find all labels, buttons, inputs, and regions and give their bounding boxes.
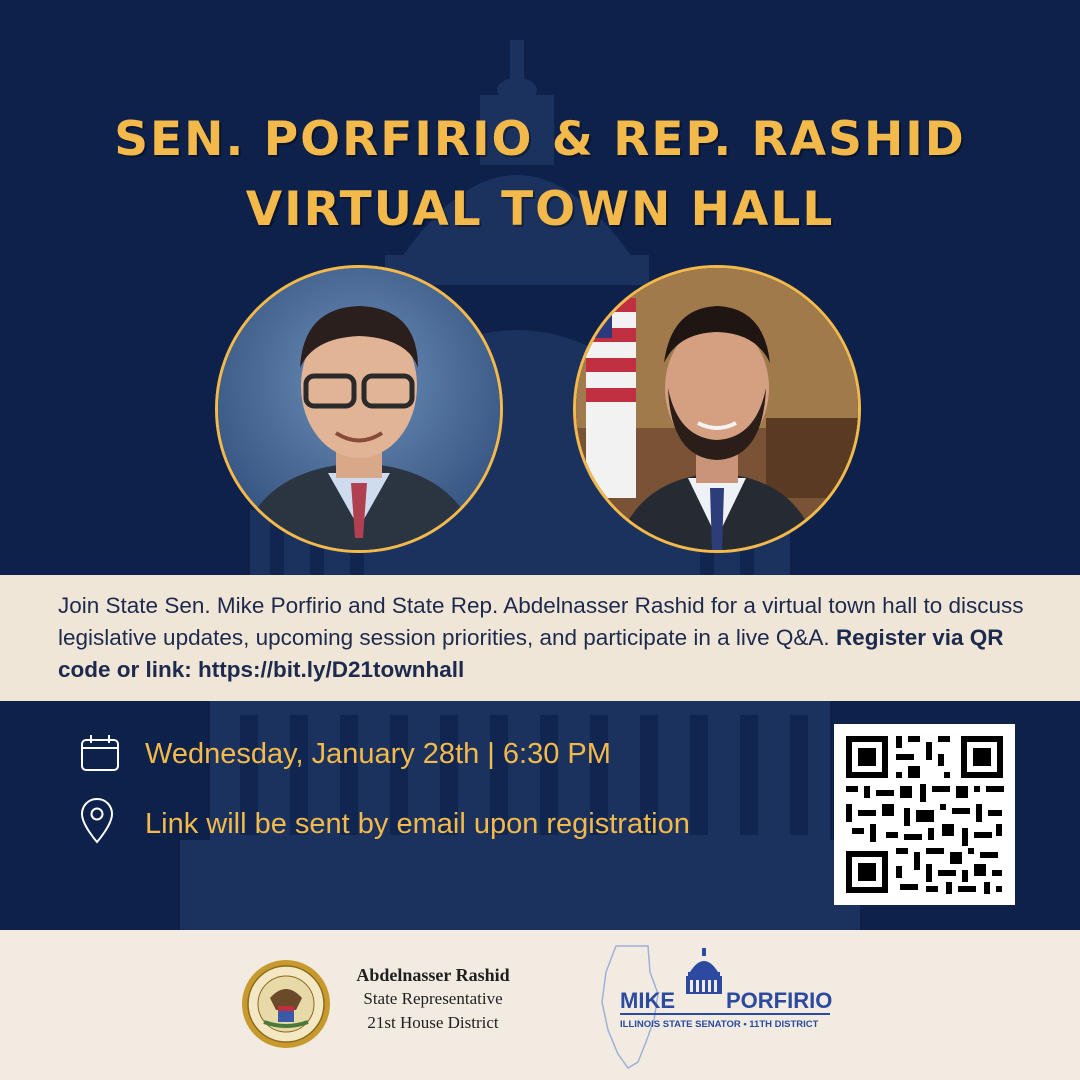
sen-subtitle: ILLINOIS STATE SENATOR • 11TH DISTRICT bbox=[620, 1019, 819, 1030]
event-location: Link will be sent by email upon registration bbox=[145, 808, 690, 840]
representative-rashid-photo bbox=[573, 265, 861, 553]
mike-porfirio-senator-logo bbox=[598, 942, 838, 1070]
rep-title: State Representative bbox=[363, 989, 503, 1008]
event-description bbox=[58, 590, 1028, 686]
senator-porfirio-photo bbox=[215, 265, 503, 553]
sen-last-name: PORFIRIO bbox=[726, 988, 833, 1013]
event-date-time: Wednesday, January 28th | 6:30 PM bbox=[145, 738, 611, 770]
description-text: Join State Sen. Mike Porfirio and State Rep. Abdelnasser Rashid for a virtual town hall to discuss legislative updates, upcoming session priorities, and participate in a live Q&A. bbox=[58, 593, 1024, 650]
sen-first-name: MIKE bbox=[620, 988, 675, 1013]
title-line-1: SEN. PORFIRIO & REP. RASHID bbox=[114, 112, 966, 167]
register-link-text[interactable]: Register via QR code or link: https://bit.ly/D21townhall bbox=[58, 625, 1004, 682]
location-pin-icon bbox=[80, 797, 114, 845]
registration-qr-code[interactable] bbox=[834, 724, 1015, 905]
rep-district: 21st House District bbox=[367, 1013, 499, 1032]
calendar-icon bbox=[80, 734, 120, 772]
rep-name: Abdelnasser Rashid bbox=[356, 965, 510, 985]
footer bbox=[0, 930, 1080, 1080]
title-line-2: VIRTUAL TOWN HALL bbox=[245, 182, 835, 237]
representative-signature bbox=[342, 963, 524, 1035]
illinois-state-seal-logo bbox=[240, 958, 332, 1050]
